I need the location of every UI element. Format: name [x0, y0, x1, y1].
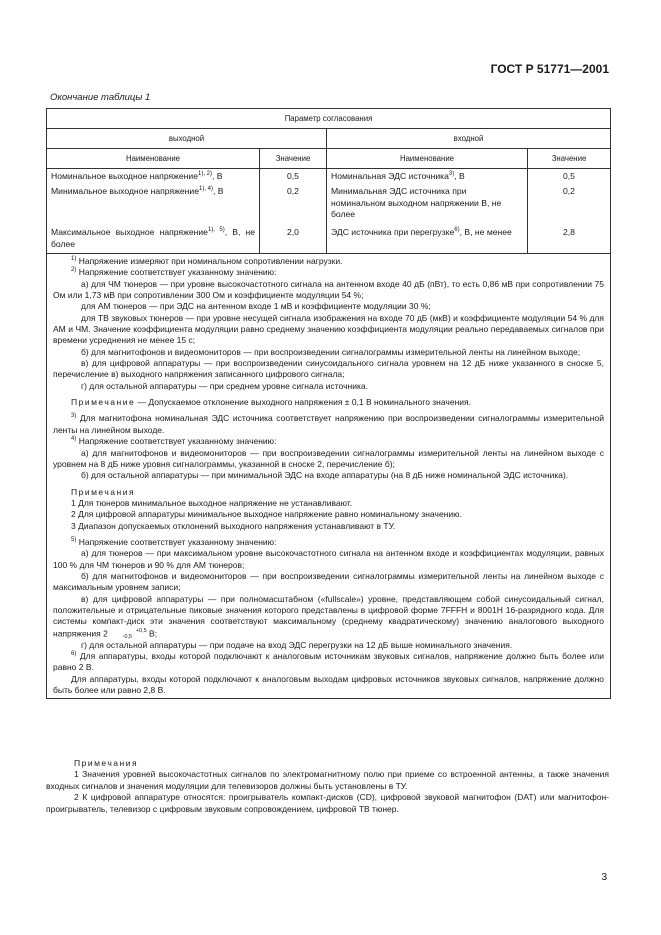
group-output: выходной: [47, 129, 327, 148]
note-text: а) для тюнеров — при максимальном уровне высокочастотного сигнала на антенном входе и коэффициентах модуляции, равных 100 % для ЧМ тюнеров и 90 % для АМ тюнеров;: [53, 548, 604, 570]
out-name: Максимальное выходное напряжение$^{1), 5)}$, В, не более: [47, 225, 260, 253]
in-value: 0,5: [563, 171, 575, 181]
footnote-3: $^{3)}$ Для магнитофона номинальная ЭДС источника соответствует напряжению при воспроизведении сигналограммы измерительной ленты на линейном выходе.: [53, 413, 604, 435]
col-header-value-in: Значение: [551, 154, 587, 163]
table-title: Параметр согласования: [284, 114, 373, 123]
remark-1: 1 Значения уровней высокочастотных сигналов по электромагнитному полю при приеме со встроенной антенны, а также значения входных сигналов и значения модуляции для телевизоров должны быть установлены в ТУ.: [46, 769, 609, 791]
note-text: для ТВ звуковых тюнеров — при уровне несущей сигнала изображения на входе 70 дБ (мкВ) и коэффициенте модуляции 54 % для АМ и ЧМ. Значение коэффициента модуляции равно среднему значению коэффициента модуляции реально передаваемых сигналов при времени усреднения не менее 15 с;: [53, 312, 604, 346]
col-header-value-out: Значение: [260, 149, 327, 168]
tolerance-stack: +0,5 -0,5: [122, 627, 147, 640]
table-column-header-row: [47, 149, 610, 169]
note-text: Для аппаратуры, входы которой подключают к аналоговым выходам цифровых источников звуковых сигналов, напряжение должно быть более или равно 2,8 В.: [53, 673, 604, 696]
group-input: входной: [453, 134, 484, 143]
in-name: ЭДС источника при перегрузке$^{6)}$, В, не менее: [327, 225, 528, 253]
col-header-name-in: Наименование: [327, 149, 528, 168]
footnote-1: $^{1)}$ Напряжение измеряют при номинальном сопротивлении нагрузки.: [71, 256, 343, 266]
table-row: [47, 225, 610, 254]
in-value: 2,8: [563, 227, 575, 237]
table-row: [47, 169, 610, 184]
remark-tolerance: Примечание — Допускаемое отклонение выходного напряжения ± 0,1 В номинального значения.: [71, 397, 471, 408]
parameters-table: [46, 108, 611, 699]
standard-number: ГОСТ Р 51771—2001: [490, 62, 609, 76]
note-text: а) для магнитофонов и видеомониторов — при воспроизведении сигналограммы измерительной ленты на линейном выходе с уровнем на 8 дБ ниже уровня сигналограммы, указанной в сноске 2, перечисление б);: [53, 447, 604, 469]
page-number: 3: [601, 872, 607, 883]
remarks-label: Примечания: [74, 758, 139, 768]
out-name: Номинальное выходное напряжение$^{1), 2)}$, В: [47, 169, 260, 184]
in-name: Минимальная ЭДС источника при номинальном выходном напряжении В, не более: [327, 184, 528, 225]
note-text: г) для остальной аппаратуры — при подаче на вход ЭДС перегрузки на 12 дБ выше номинального значения.: [81, 639, 513, 650]
note-text: 1 Для тюнеров минимальное выходное напряжение не устанавливают.: [71, 497, 353, 508]
out-value: 0,2: [260, 184, 327, 225]
table-title-row: [47, 109, 610, 129]
note-text: в) для цифровой аппаратуры — при полномасштабном («fullscale») уровне, представляющем собой синусоидальный сигнал, положительные и отрицательные пиковые значения которого представлены в цифровой форме 7FFFH и 8001H 16-разрядного кода. Для системы компакт-диск эти значения соответствуют максимальному (среднему квадратическому) значению аналогового выходного напряжения 2 +0,5 -0,5 В;: [53, 593, 604, 640]
note-text: в) для цифровой аппаратуры — при воспроизведении синусоидального сигнала уровнем на 12 дБ ниже указанного в сноске 5, перечисление в) выходного напряжения записанного цифрового сигнала;: [53, 358, 604, 380]
page-remarks: [46, 758, 609, 815]
note-text: а) для ЧМ тюнеров — при уровне высокочастотного сигнала на антенном входе 40 дБ (пВт), то есть 0,86 мВ при сопротивлении 75 Ом или 1,73 мВ при сопротивлении 300 Ом и коэффициенте модуляции 54 %;: [53, 278, 604, 301]
footnote-4: $^{4)}$ Напряжение соответствует указанному значению:: [71, 436, 277, 447]
table-caption: Окончание таблицы 1: [50, 92, 151, 103]
out-value: 2,0: [260, 225, 327, 253]
footnote-6: $^{6)}$ Для аппаратуры, входы которой подключают к аналоговым источникам звуковых сигналов, напряжение должно быть более или равно 2 В.: [53, 651, 604, 673]
in-name: Номинальная ЭДС источника$^{3)}$, В: [327, 169, 528, 184]
footnote-5: $^{5)}$ Напряжение соответствует указанному значению:: [71, 536, 277, 547]
in-value: 0,2: [563, 186, 575, 196]
remark-2: 2 К цифровой аппаратуре относятся: проигрыватель компакт-дисков (CD), цифровой звуковой магнитофон (DAT) или магнитофон-проигрыватель, телевизор с цифровым звуковым сопровождением, цифровой ТВ тюнер.: [46, 792, 609, 814]
footnote-2: $^{2)}$ Напряжение соответствует указанному значению:: [71, 267, 277, 278]
note-text: для АМ тюнеров — при ЭДС на антенном входе 1 мВ и коэффициенте модуляции 30 %;: [81, 301, 431, 312]
remarks-label: Примечания: [71, 486, 136, 497]
out-name: Минимальное выходное напряжение$^{1), 4)}$, В: [47, 184, 260, 225]
note-text: б) для магнитофонов и видеомониторов — при воспроизведении сигналограммы измерительной ленты на линейном выходе с максимальным уровнем записи;: [53, 570, 604, 593]
note-text: б) для магнитофонов и видеомониторов — при воспроизведении сигналограммы измерительной ленты на линейном выходе;: [81, 346, 581, 357]
table-group-row: [47, 129, 610, 149]
note-text: 3 Диапазон допускаемых отклонений выходного напряжения устанавливают в ТУ.: [71, 520, 396, 531]
note-text: г) для остальной аппаратуры — при среднем уровне сигнала источника.: [81, 380, 368, 391]
table-notes: [47, 254, 610, 698]
note-text: 2 Для цифровой аппаратуры минимальное выходное напряжение равно номинальному значению.: [71, 509, 462, 520]
note-text: б) для остальной аппаратуры — при минимальной ЭДС на входе аппаратуры (на 8 дБ ниже номинальной ЭДС источника).: [81, 470, 569, 481]
out-value: 0,5: [260, 169, 327, 184]
table-row: [47, 184, 610, 225]
col-header-name-out: Наименование: [47, 149, 260, 168]
